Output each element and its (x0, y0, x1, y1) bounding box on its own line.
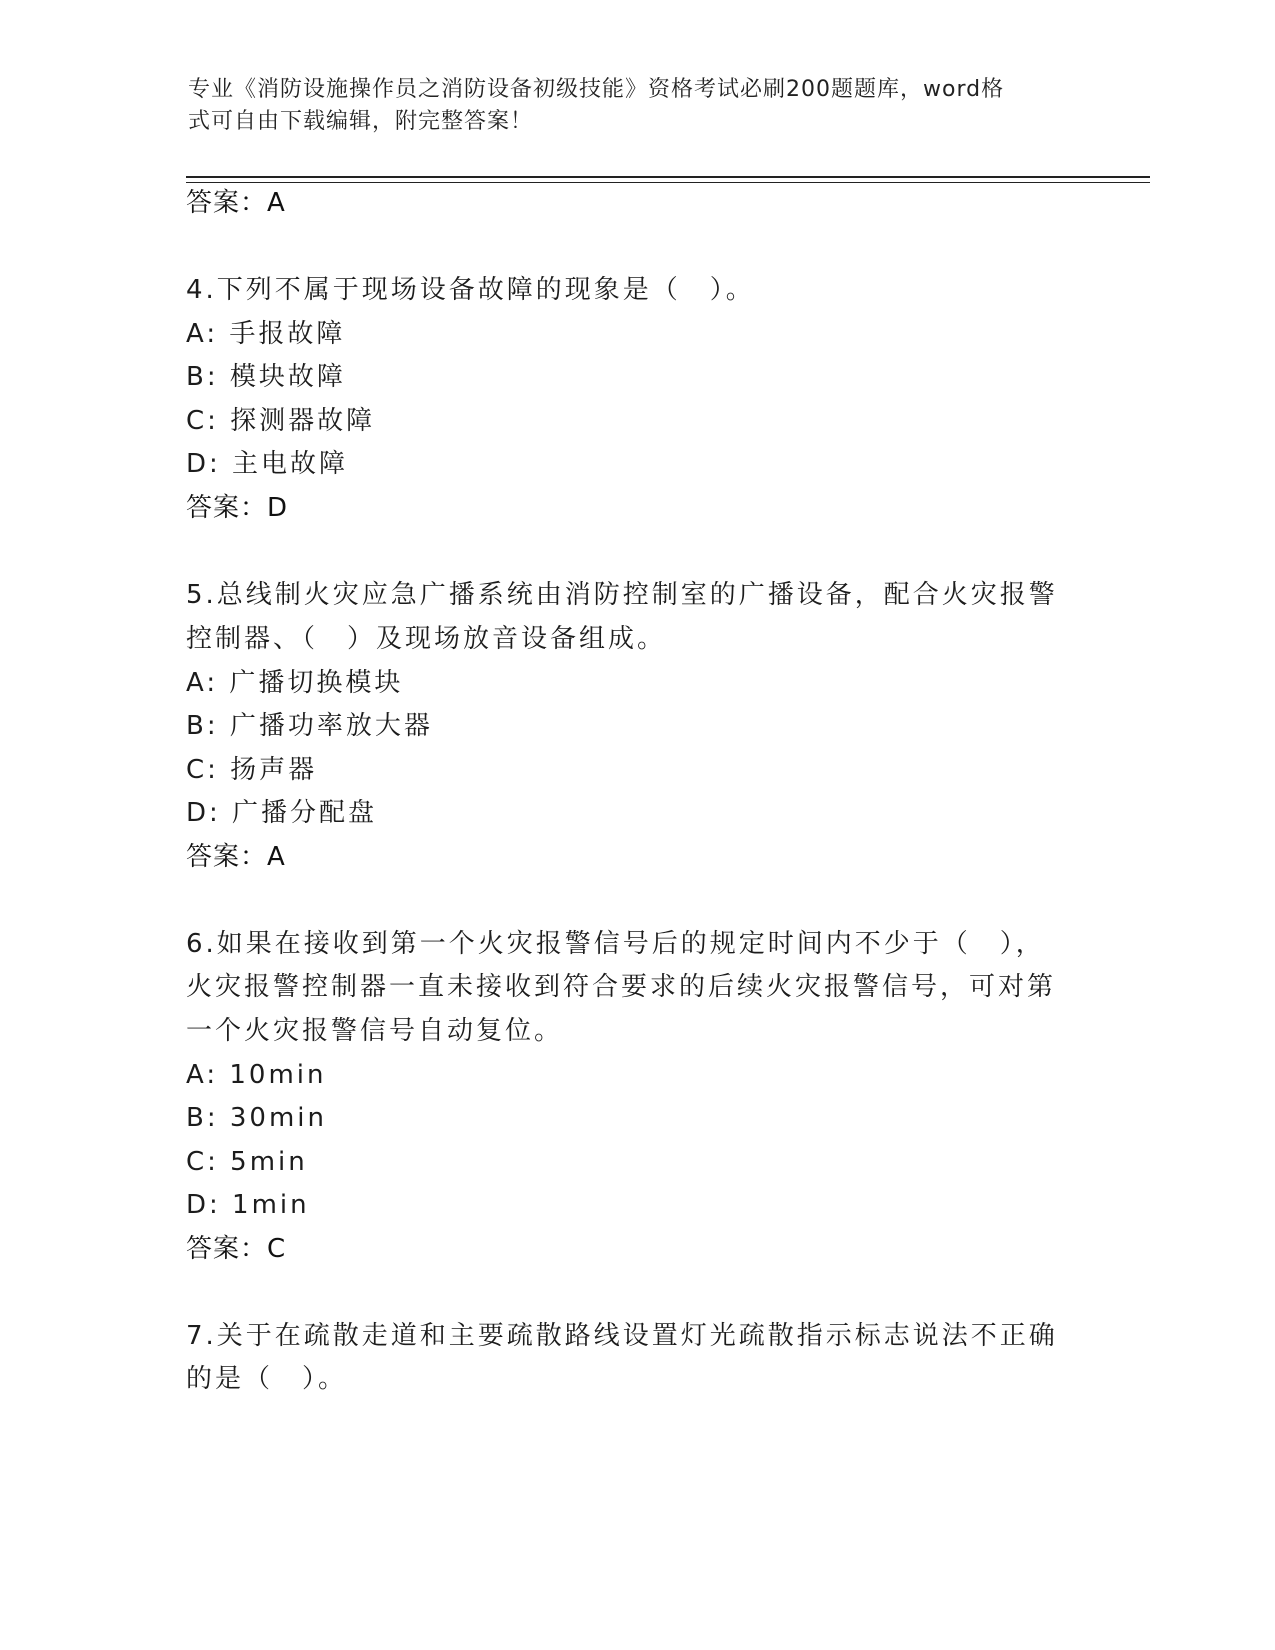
question-5-option-a: A: 广播切换模块 (186, 668, 404, 698)
question-6-stem-line-2: 火灾报警控制器一直未接收到符合要求的后续火灾报警信号，可对第 (186, 972, 1057, 1002)
question-4-option-b: B: 模块故障 (186, 362, 346, 392)
question-4-option-c: C: 探测器故障 (186, 406, 376, 436)
question-6-option-b: B: 30min (186, 1103, 327, 1133)
question-4-option-a: A: 手报故障 (186, 319, 346, 349)
document-header (188, 74, 1068, 138)
question-5-option-b: B: 广播功率放大器 (186, 711, 433, 741)
question-6-option-a: A: 10min (186, 1060, 327, 1090)
header-rule-thick (186, 176, 1150, 178)
question-6-option-c: C: 5min (186, 1147, 308, 1177)
question-5-stem-line-1: 5.总线制火灾应急广播系统由消防控制室的广播设备，配合火灾报警 (186, 580, 1058, 610)
header-line-1: 专业《消防设施操作员之消防设备初级技能》资格考试必刷200题题库，word格 (188, 77, 1005, 102)
question-5-stem-line-2: 控制器、（ ）及现场放音设备组成。 (186, 624, 667, 654)
question-6-stem-line-1: 6.如果在接收到第一个火灾报警信号后的规定时间内不少于（ ）， (186, 929, 1045, 959)
header-rule-thin (186, 182, 1150, 183)
question-4-answer: 答案：D (186, 493, 289, 523)
question-5-answer: 答案：A (186, 842, 286, 872)
question-4-option-d: D: 主电故障 (186, 449, 349, 479)
header-line-2: 式可自由下载编辑，附完整答案！ (188, 109, 534, 134)
answer-prev: 答案：A (186, 188, 286, 218)
question-4-stem: 4.下列不属于现场设备故障的现象是（ ）。 (186, 275, 755, 305)
question-5-option-d: D: 广播分配盘 (186, 798, 378, 828)
question-6-answer: 答案：C (186, 1234, 287, 1264)
question-5-option-c: C: 扬声器 (186, 755, 318, 785)
question-7-stem-line-2: 的是（ ）。 (186, 1364, 348, 1394)
question-7-stem-line-1: 7.关于在疏散走道和主要疏散路线设置灯光疏散指示标志说法不正确 (186, 1321, 1058, 1351)
question-6-option-d: D: 1min (186, 1190, 310, 1220)
question-6-stem-line-3: 一个火灾报警信号自动复位。 (186, 1016, 564, 1046)
